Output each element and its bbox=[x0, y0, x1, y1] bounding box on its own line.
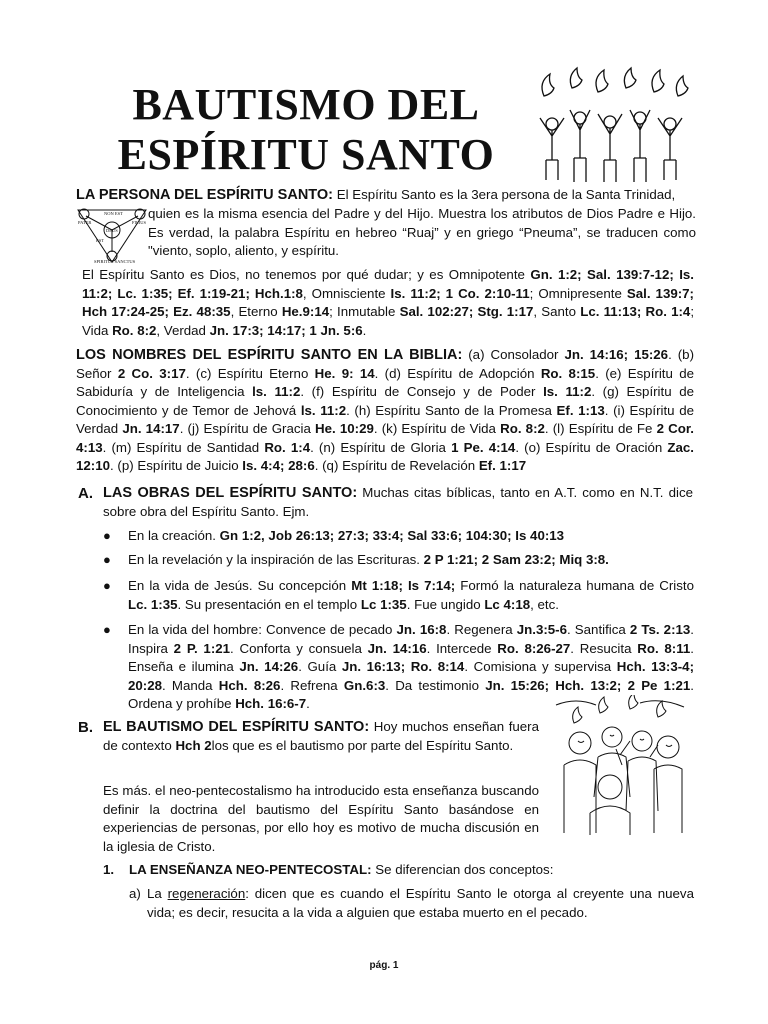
trinity-label-est: EST bbox=[96, 238, 105, 243]
trinity-label-spiritus: SPIRITUS SANCTUS bbox=[94, 259, 136, 264]
obras-heading: LAS OBRAS DEL ESPÍRITU SANTO: bbox=[103, 485, 358, 501]
obras-letter: A. bbox=[78, 485, 93, 502]
neo-a-letter: a) bbox=[129, 886, 141, 901]
praising-crowd-illustration bbox=[532, 66, 692, 184]
neo-line: LA ENSEÑANZA NEO-PENTECOSTAL: Se diferencian dos conceptos: bbox=[129, 862, 554, 877]
bullet-dot: ● bbox=[103, 622, 111, 637]
obras-intro: LAS OBRAS DEL ESPÍRITU SANTO: Muchas citas bíblicas, tanto en A.T. como en N.T. dice sobre obra del Espíritu Santo. Ejm. bbox=[103, 485, 694, 519]
neo-number: 1. bbox=[103, 862, 115, 877]
trinity-label-non-est: NON EST bbox=[104, 211, 123, 216]
bullet-dot: ● bbox=[103, 528, 111, 543]
title-line-1: BAUTISMO DEL bbox=[132, 80, 480, 129]
regeneracion-term: regeneración bbox=[167, 886, 246, 901]
persona-heading: LA PERSONA DEL ESPÍRITU SANTO bbox=[76, 187, 329, 203]
dios-paragraph: El Espíritu Santo es Dios, no tenemos por qué dudar; y es Omnipotente Gn. 1:2; Sal. 139:7-12; Is. 11:2; Lc. 1:35; Ef. 1:19-21; Hch.1:8, Omnisciente Is. 11:2; 1 Co. 2:10-11; Omnipresente Sal. 139:7; Hch 17:24-25; Ez. 48:35, Eterno He.9:14; Inmutable Sal. 102:27; Stg. 1:17, Santo Lc. 11:13; Ro. 1:4; Vida Ro. 8:2, Verdad Jn. 17:3; 14:17; 1 Jn. 5:6. bbox=[82, 267, 695, 338]
trinity-label-pater: PATER bbox=[78, 220, 92, 225]
neo-a-paragraph: La regeneración: dicen que es cuando el Espíritu Santo le otorga al creyente una nueva vida; es decir, resucita a la vida a alguien que estaba muerto en el pecado. bbox=[147, 886, 694, 920]
trinity-label-deus: DEUS bbox=[106, 228, 118, 233]
page-title bbox=[96, 80, 516, 180]
persona-line1: El Espíritu Santo es la 3era persona de la Santa Trinidad, bbox=[333, 187, 676, 202]
persona-first-line: LA PERSONA DEL ESPÍRITU SANTO: El Espíritu Santo es la 3era persona de la Santa Trinidad, bbox=[76, 187, 676, 203]
page-number: pág. 1 bbox=[369, 960, 399, 971]
persona-paragraph: quien es la misma esencia del Padre y del Hijo. Muestra los atributos de Dios Padre e Hijo. Es verdad, la palabra Espíritu en hebreo “Ruaj” y en griego “Pneuma”, se traducen como "viento, soplo, aliento, y espíritu. bbox=[148, 206, 696, 258]
bautismo-heading: EL BAUTISMO DEL ESPÍRITU SANTO: bbox=[103, 719, 370, 735]
trinity-label-filius: FILIUS bbox=[132, 220, 147, 225]
bautismo-letter: B. bbox=[78, 719, 93, 736]
obras-bullet-2: En la revelación y la inspiración de las Escrituras. 2 P 1:21; 2 Sam 23:2; Miq 3:8. bbox=[128, 552, 609, 567]
obras-bullet-4: En la vida del hombre: Convence de pecado Jn. 16:8. Regenera Jn.3:5-6. Santifica 2 Ts. 2:13. Inspira 2 P. 1:21. Conforta y consuela Jn. 14:16. Intercede Ro. 8:26-27. Resucita Ro. 8:11. Enseña e ilumina Jn. 14:26. Guía Jn. 16:13; Ro. 8:14. Comisiona y supervisa Hch. 13:3-4; 20:28. Manda Hch. 8:26. Refrena Gn.6:3. Da testimonio Jn. 15:26; Hch. 13:2; 2 Pe 1:21. Ordena y prohíbe Hch. 16:6-7. bbox=[128, 622, 694, 711]
pentecost-illustration bbox=[550, 695, 690, 835]
nombres-heading: LOS NOMBRES DEL ESPÍRITU SANTO EN LA BIBLIA: bbox=[76, 347, 463, 363]
bautismo-paragraph-2: Es más. el neo-pentecostalismo ha introducido esta enseñanza buscando definir la doctrina del bautismo del Espíritu Santo basándose en experiencias de personas, por ello hoy es motivo de mucha discusión en la iglesia de Cristo. bbox=[103, 783, 539, 854]
bautismo-paragraph-1: EL BAUTISMO DEL ESPÍRITU SANTO: Hoy muchos enseñan fuera de contexto Hch 2los que es el bautismo por parte del Espíritu Santo. bbox=[103, 719, 540, 753]
bullet-dot: ● bbox=[103, 552, 111, 567]
bullet-dot: ● bbox=[103, 578, 111, 593]
trinity-shield-icon bbox=[74, 206, 150, 264]
nombres-paragraph: LOS NOMBRES DEL ESPÍRITU SANTO EN LA BIBLIA: (a) Consolador Jn. 14:16; 15:26. (b) Señor 2 Co. 3:17. (c) Espíritu Eterno He. 9: 14. (d) Espíritu de Adopción Ro. 8:15. (e) Espíritu de Sabiduría y de Inteligencia ls. 11:2. (f) Espíritu de Consejo y de Poder Is. 11:2. (g) Espíritu de Conocimiento y de Temor de Jehová ls. 11:2. (h) Espíritu Santo de la Promesa Ef. 1:13. (i) Espíritu de Verdad Jn. 14:17. (j) Espíritu de Gracia He. 10:29. (k) Espíritu de Vida Ro. 8:2. (l) Espíritu de Fe 2 Cor. 4:13. (m) Espíritu de Santidad Ro. 1:4. (n) Espíritu de Gloria 1 Pe. 4:14. (o) Espíritu de Oración Zac. 12:10. (p) Espíritu de Juicio Is. 4:4; 28:6. (q) Espíritu de Revelación Ef. 1:17 bbox=[76, 347, 695, 473]
title-line-2: ESPÍRITU SANTO bbox=[117, 130, 495, 179]
obras-bullet-1: En la creación. Gn 1:2, Job 26:13; 27:3; 33:4; Sal 33:6; 104:30; Is 40:13 bbox=[128, 528, 565, 543]
neo-heading: LA ENSEÑANZA NEO-PENTECOSTAL: bbox=[129, 862, 372, 877]
obras-bullet-3: En la vida de Jesús. Su concepción Mt 1:18; Is 7:14; Formó la naturaleza humana de Cristo Lc. 1:35. Su presentación en el templo Lc 1:35. Fue ungido Lc 4:18, etc. bbox=[128, 578, 695, 612]
